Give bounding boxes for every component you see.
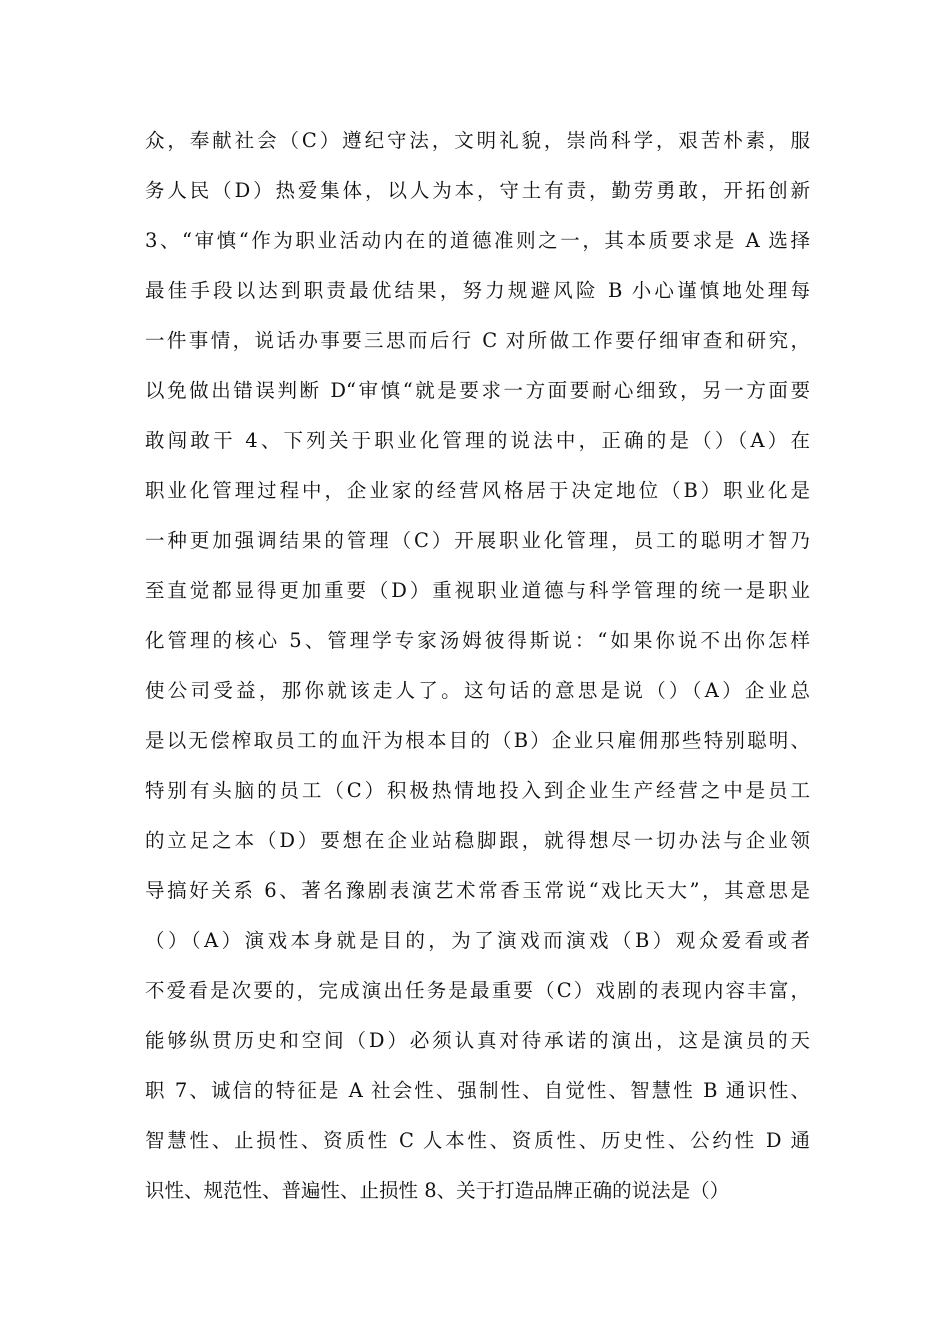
text-line: 众，奉献社会（C）遵纪守法，文明礼貌，崇尚科学，艰苦朴素，服 bbox=[145, 129, 810, 152]
text-line: 敢闯敢干 4、下列关于职业化管理的说法中，正确的是（）（A）在 bbox=[145, 429, 810, 452]
text-line: 职业化管理过程中，企业家的经营风格居于决定地位（B）职业化是 bbox=[145, 479, 810, 502]
text-line: 3、“审慎“作为职业活动内在的道德准则之一，其本质要求是 A 选择 bbox=[145, 229, 810, 252]
text-line: 务人民（D）热爱集体，以人为本，守土有责，勤劳勇敢，开拓创新 bbox=[145, 179, 810, 202]
text-line: 导搞好关系 6、著名豫剧表演艺术常香玉常说“戏比天大”，其意思是 bbox=[145, 879, 810, 902]
text-line: 最佳手段以达到职责最优结果，努力规避风险 B 小心谨慎地处理每 bbox=[145, 279, 810, 302]
text-line: 职 7、诚信的特征是 A 社会性、强制性、自觉性、智慧性 B 通识性、 bbox=[145, 1079, 810, 1102]
text-line: 一件事情，说话办事要三思而后行 C 对所做工作要仔细审查和研究， bbox=[145, 329, 810, 352]
text-line: 化管理的核心 5、管理学专家汤姆彼得斯说：“如果你说不出你怎样 bbox=[145, 629, 810, 652]
text-line: （）（A）演戏本身就是目的，为了演戏而演戏（B）观众爱看或者 bbox=[145, 929, 810, 952]
text-line: 以免做出错误判断 D“审慎“就是要求一方面要耐心细致，另一方面要 bbox=[145, 379, 810, 402]
text-line: 识性、规范性、普遍性、止损性 8、关于打造品牌正确的说法是（） bbox=[145, 1179, 730, 1202]
text-line: 一种更加强调结果的管理（C）开展职业化管理，员工的聪明才智乃 bbox=[145, 529, 810, 552]
text-line: 是以无偿榨取员工的血汗为根本目的（B）企业只雇佣那些特别聪明、 bbox=[145, 729, 810, 752]
text-line: 能够纵贯历史和空间（D）必须认真对待承诺的演出，这是演员的天 bbox=[145, 1029, 810, 1052]
text-line: 特别有头脑的员工（C）积极热情地投入到企业生产经营之中是员工 bbox=[145, 779, 810, 802]
text-line: 使公司受益，那你就该走人了。这句话的意思是说（）（A）企业总 bbox=[145, 679, 810, 702]
body-text bbox=[145, 116, 810, 1216]
text-line: 智慧性、止损性、资质性 C 人本性、资质性、历史性、公约性 D 通 bbox=[145, 1129, 810, 1152]
text-line: 至直觉都显得更加重要（D）重视职业道德与科学管理的统一是职业 bbox=[145, 579, 810, 602]
text-line: 不爱看是次要的，完成演出任务是最重要（C）戏剧的表现内容丰富， bbox=[145, 979, 810, 1002]
text-line: 的立足之本（D）要想在企业站稳脚跟，就得想尽一切办法与企业领 bbox=[145, 829, 810, 852]
